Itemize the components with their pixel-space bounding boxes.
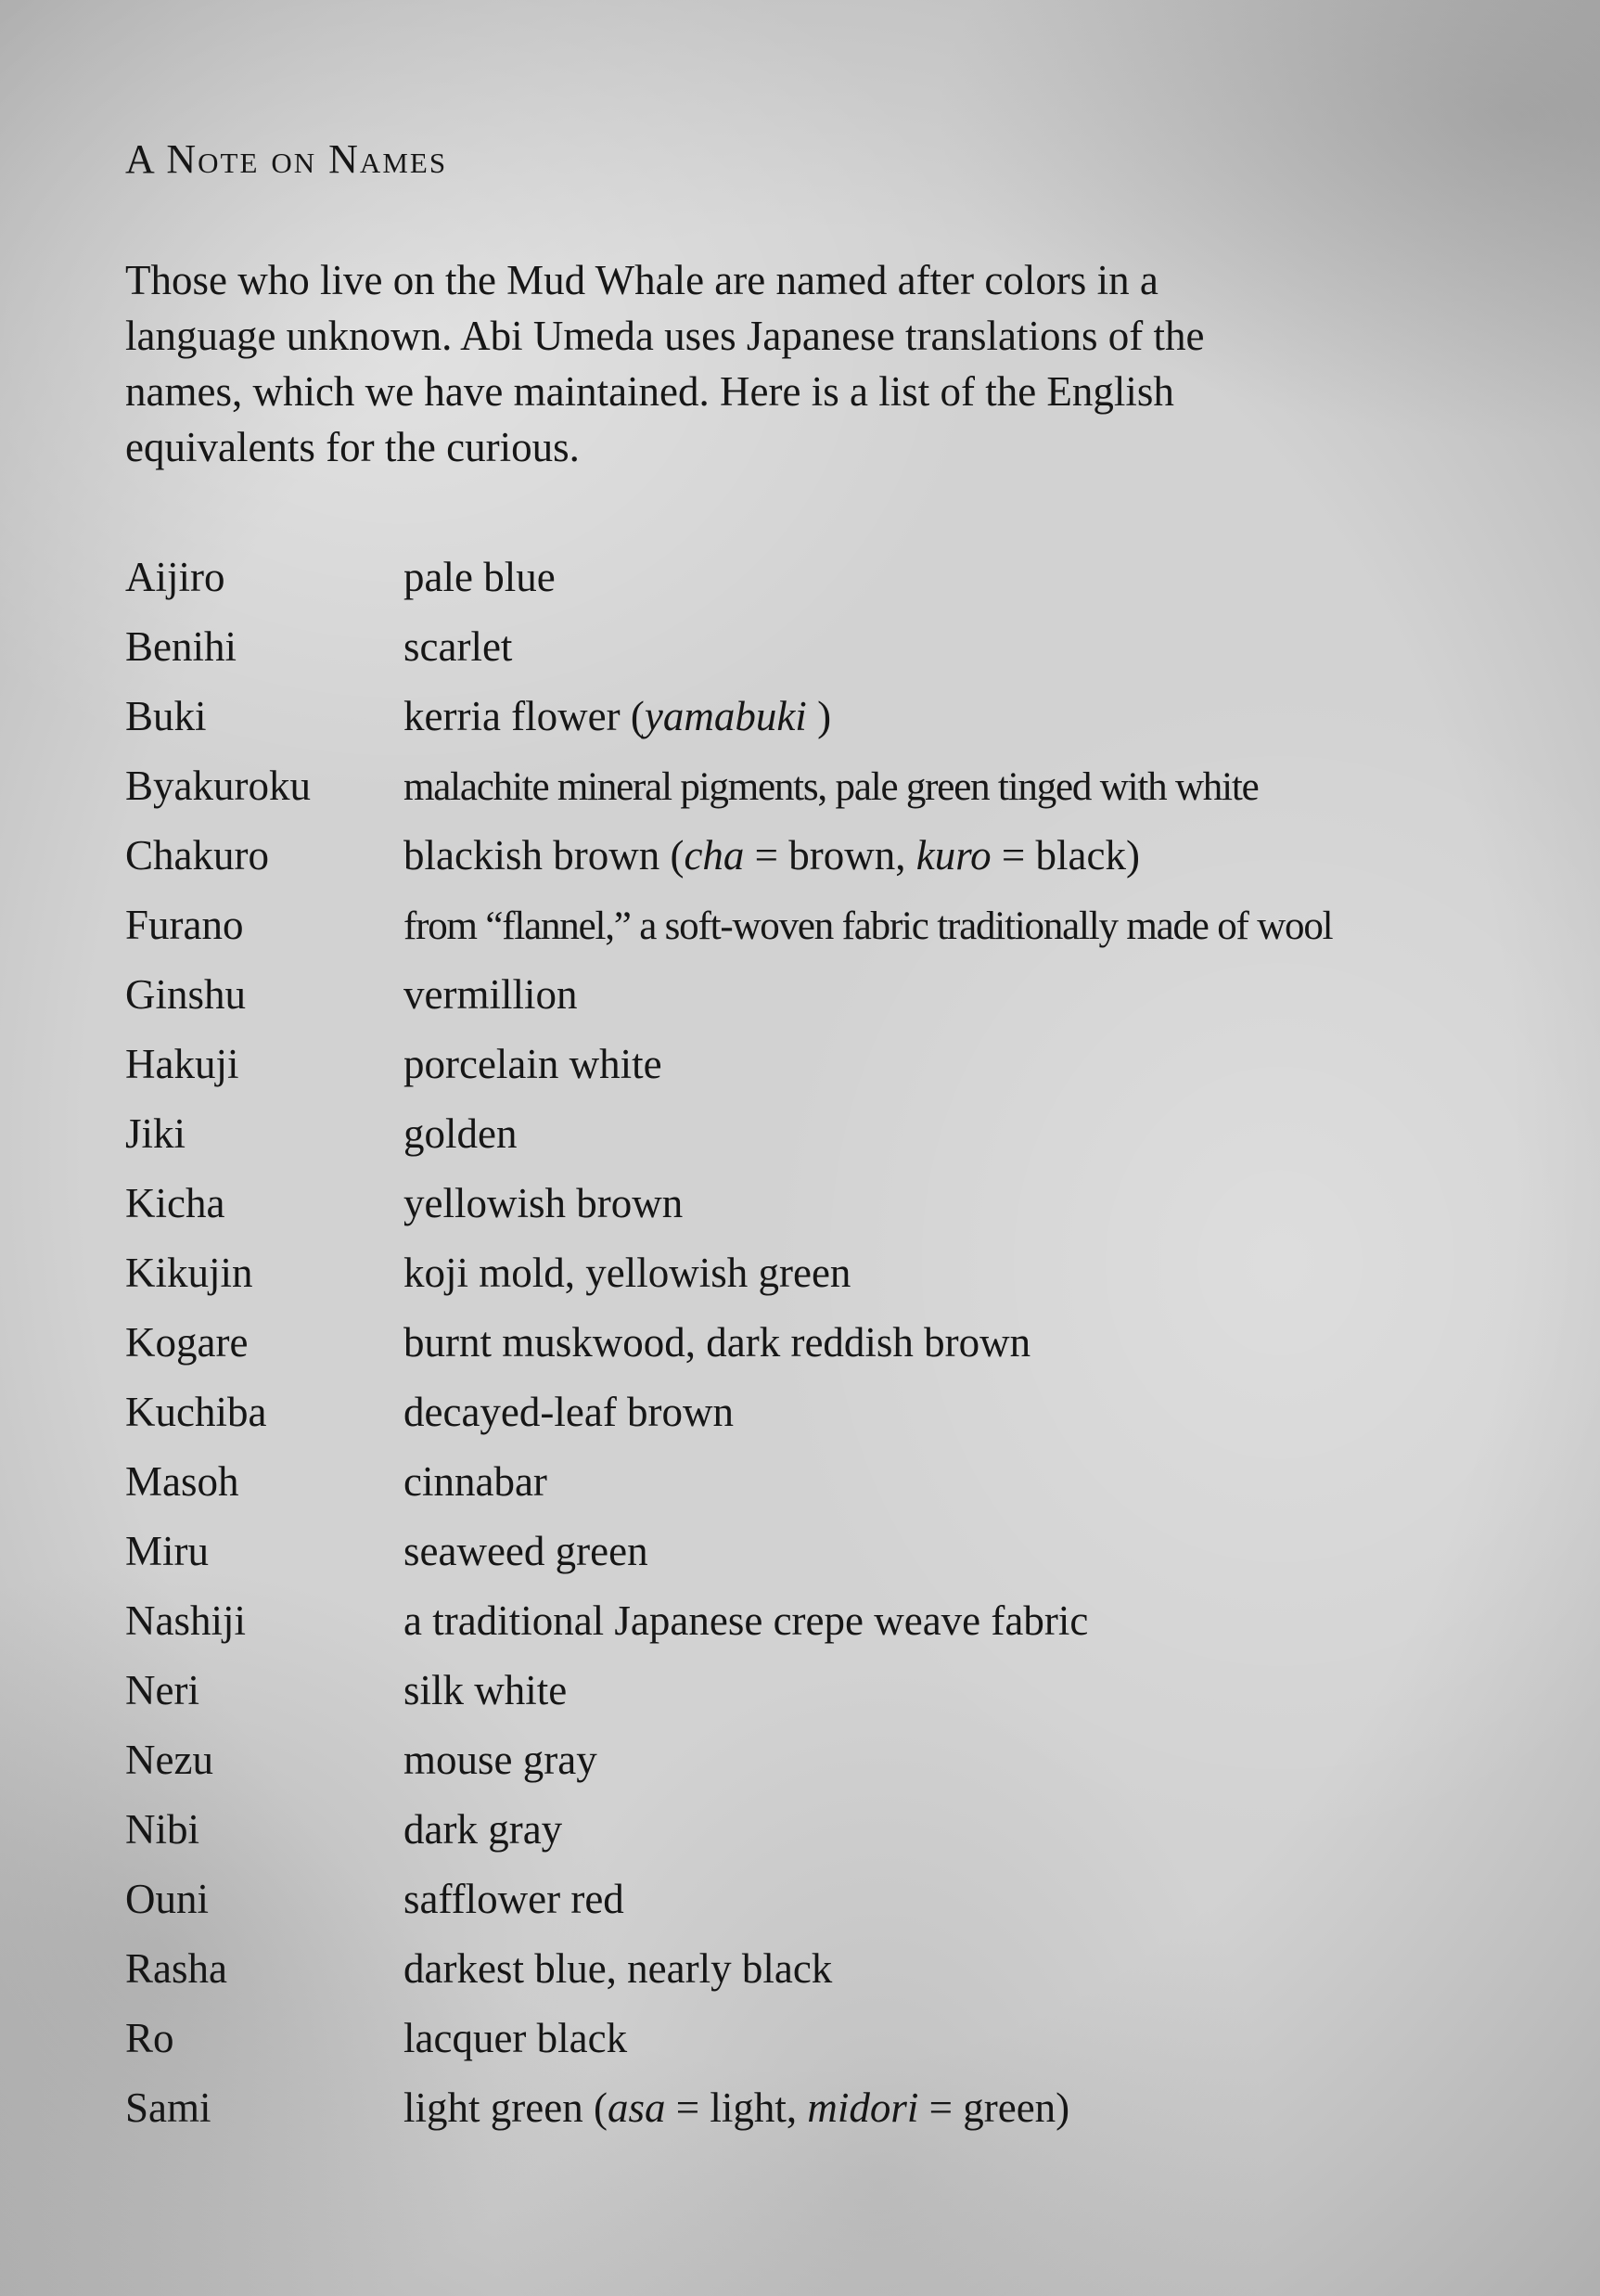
intro-line: language unknown. Abi Umeda uses Japanese translations of the <box>125 313 1205 359</box>
name-definition: dark gray <box>403 1806 563 1853</box>
list-item <box>125 1865 1535 1934</box>
list-item <box>125 1169 1535 1238</box>
name-term: Ro <box>125 2015 174 2061</box>
list-item <box>125 960 1535 1030</box>
name-term: Neri <box>125 1667 199 1713</box>
intro-paragraph <box>125 252 1424 475</box>
name-definition: a traditional Japanese crepe weave fabric <box>403 1597 1089 1644</box>
list-item <box>125 751 1535 821</box>
list-item <box>125 891 1535 960</box>
name-definition: seaweed green <box>403 1528 648 1574</box>
name-definition: safflower red <box>403 1876 624 1922</box>
name-term: Ginshu <box>125 971 247 1018</box>
name-definition: burnt muskwood, dark reddish brown <box>403 1319 1031 1366</box>
list-item <box>125 1934 1535 2004</box>
name-definition: kerria flower (yamabuki ) <box>403 693 832 739</box>
name-definition: cinnabar <box>403 1458 547 1505</box>
name-term: Hakuji <box>125 1041 239 1087</box>
name-term: Benihi <box>125 623 237 670</box>
list-item <box>125 1030 1535 1099</box>
name-term: Byakuroku <box>125 763 311 809</box>
list-item <box>125 1099 1535 1169</box>
page-title: A Note on Names <box>125 136 448 182</box>
list-item <box>125 1308 1535 1378</box>
name-term: Nezu <box>125 1737 213 1783</box>
name-definition: darkest blue, nearly black <box>403 1945 833 1992</box>
name-definition: light green (asa = light, midori = green) <box>403 2084 1070 2131</box>
name-definition: koji mold, yellowish green <box>403 1250 851 1296</box>
list-item <box>125 2073 1535 2143</box>
name-term: Miru <box>125 1528 209 1574</box>
name-definition: silk white <box>403 1667 568 1713</box>
list-item <box>125 1238 1535 1308</box>
name-definition: decayed-leaf brown <box>403 1389 735 1435</box>
name-definition: scarlet <box>403 623 513 670</box>
name-term: Kikujin <box>125 1250 253 1296</box>
name-term: Nashiji <box>125 1597 246 1644</box>
list-item <box>125 1656 1535 1725</box>
name-definition: golden <box>403 1110 518 1157</box>
name-term: Chakuro <box>125 832 269 879</box>
list-item <box>125 1725 1535 1795</box>
list-item <box>125 2004 1535 2073</box>
list-item <box>125 682 1535 751</box>
name-term: Sami <box>125 2084 211 2131</box>
name-definition: pale blue <box>403 554 556 600</box>
list-item <box>125 1795 1535 1865</box>
name-definition: yellowish brown <box>403 1180 684 1226</box>
names-list <box>125 543 1535 2143</box>
name-term: Rasha <box>125 1945 227 1992</box>
name-term: Nibi <box>125 1806 200 1853</box>
name-definition: lacquer black <box>403 2015 628 2061</box>
name-definition: porcelain white <box>403 1041 662 1087</box>
list-item <box>125 1378 1535 1447</box>
name-term: Ouni <box>125 1876 209 1922</box>
name-term: Jiki <box>125 1110 186 1157</box>
name-definition: blackish brown (cha = brown, kuro = black) <box>403 832 1140 879</box>
list-item <box>125 543 1535 612</box>
name-term: Kicha <box>125 1180 225 1226</box>
intro-line: Those who live on the Mud Whale are named after colors in a <box>125 257 1158 303</box>
name-term: Furano <box>125 902 244 948</box>
name-definition: from “flannel,” a soft-woven fabric traditionally made of wool <box>403 904 1333 948</box>
name-term: Aijiro <box>125 554 225 600</box>
list-item <box>125 1586 1535 1656</box>
list-item <box>125 1517 1535 1586</box>
name-definition: malachite mineral pigments, pale green tinged with white <box>403 765 1259 809</box>
name-definition: vermillion <box>403 971 578 1018</box>
name-term: Masoh <box>125 1458 239 1505</box>
name-term: Kogare <box>125 1319 249 1366</box>
name-term: Kuchiba <box>125 1389 267 1435</box>
intro-line: equivalents for the curious. <box>125 424 580 470</box>
list-item <box>125 1447 1535 1517</box>
list-item <box>125 612 1535 682</box>
intro-line: names, which we have maintained. Here is a list of the English <box>125 368 1174 415</box>
name-definition: mouse gray <box>403 1737 597 1783</box>
list-item <box>125 821 1535 891</box>
name-term: Buki <box>125 693 207 739</box>
